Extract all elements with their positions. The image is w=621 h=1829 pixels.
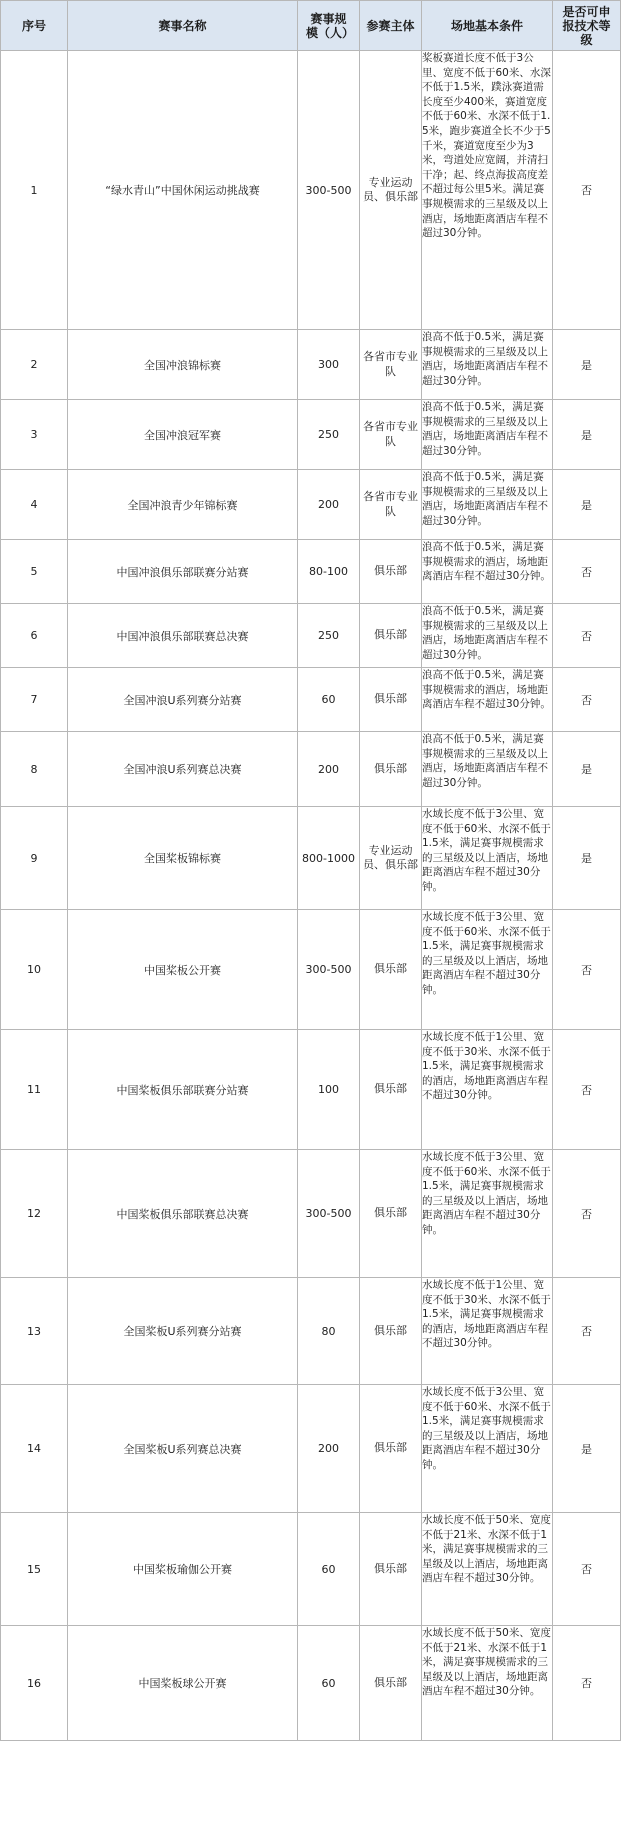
table-row bbox=[1, 732, 621, 807]
event-scale: 60 bbox=[298, 668, 360, 732]
venue-conditions: 水域长度不低于3公里、宽度不低于60米、水深不低于1.5米，满足赛事规模需求的三星级及以上酒店，场地距离酒店车程不超过30分钟。 bbox=[422, 910, 553, 1030]
grade-eligible: 是 bbox=[553, 807, 621, 910]
event-scale: 250 bbox=[298, 400, 360, 470]
venue-conditions: 水域长度不低于3公里、宽度不低于60米、水深不低于1.5米，满足赛事规模需求的三星级及以上酒店，场地距离酒店车程不超过30分钟。 bbox=[422, 1150, 553, 1278]
venue-conditions: 浪高不低于0.5米，满足赛事规模需求的三星级及以上酒店，场地距离酒店车程不超过30分钟。 bbox=[422, 470, 553, 540]
grade-eligible: 否 bbox=[553, 1626, 621, 1741]
participants: 俱乐部 bbox=[360, 910, 422, 1030]
event-scale: 200 bbox=[298, 470, 360, 540]
row-index: 16 bbox=[1, 1626, 68, 1741]
grade-eligible: 否 bbox=[553, 540, 621, 604]
grade-eligible: 是 bbox=[553, 470, 621, 540]
event-scale: 250 bbox=[298, 604, 360, 668]
event-name: 全国冲浪青少年锦标赛 bbox=[68, 470, 298, 540]
table-row bbox=[1, 807, 621, 910]
event-scale: 300 bbox=[298, 330, 360, 400]
table-row bbox=[1, 470, 621, 540]
grade-eligible: 否 bbox=[553, 51, 621, 330]
event-scale: 200 bbox=[298, 732, 360, 807]
row-index: 11 bbox=[1, 1030, 68, 1150]
event-name: 中国桨板公开赛 bbox=[68, 910, 298, 1030]
table-row bbox=[1, 400, 621, 470]
table-row bbox=[1, 1385, 621, 1513]
grade-eligible: 否 bbox=[553, 1030, 621, 1150]
header-venue-conditions: 场地基本条件 bbox=[422, 1, 553, 51]
row-index: 6 bbox=[1, 604, 68, 668]
venue-conditions: 浪高不低于0.5米，满足赛事规模需求的三星级及以上酒店，场地距离酒店车程不超过30分钟。 bbox=[422, 330, 553, 400]
row-index: 8 bbox=[1, 732, 68, 807]
event-scale: 300-500 bbox=[298, 1150, 360, 1278]
venue-conditions: 桨板赛道长度不低于3公里、宽度不低于60米、水深不低于1.5米，蹼泳赛道需长度至少400米，赛道宽度不低于60米、水深不低于1.5米，跑步赛道全长不少于5千米，赛道宽度至少为3米，弯道处应宽阔，并清扫干净；起、终点海拔高度差不超过每公里5米。满足赛事规模需求的三星级及以上酒店，场地距离酒店车程不超过30分钟。 bbox=[422, 51, 553, 330]
event-name: “绿水青山”中国休闲运动挑战赛 bbox=[68, 51, 298, 330]
grade-eligible: 否 bbox=[553, 668, 621, 732]
event-name: 中国桨板俱乐部联赛总决赛 bbox=[68, 1150, 298, 1278]
grade-eligible: 是 bbox=[553, 732, 621, 807]
participants: 俱乐部 bbox=[360, 604, 422, 668]
row-index: 12 bbox=[1, 1150, 68, 1278]
header-event-name: 赛事名称 bbox=[68, 1, 298, 51]
event-scale: 200 bbox=[298, 1385, 360, 1513]
participants: 俱乐部 bbox=[360, 1150, 422, 1278]
participants: 各省市专业队 bbox=[360, 400, 422, 470]
participants: 各省市专业队 bbox=[360, 470, 422, 540]
event-name: 全国桨板锦标赛 bbox=[68, 807, 298, 910]
row-index: 14 bbox=[1, 1385, 68, 1513]
venue-conditions: 浪高不低于0.5米，满足赛事规模需求的酒店，场地距离酒店车程不超过30分钟。 bbox=[422, 668, 553, 732]
event-name: 全国冲浪锦标赛 bbox=[68, 330, 298, 400]
venue-conditions: 浪高不低于0.5米，满足赛事规模需求的酒店，场地距离酒店车程不超过30分钟。 bbox=[422, 540, 553, 604]
grade-eligible: 是 bbox=[553, 1385, 621, 1513]
header-scale: 赛事规模（人） bbox=[298, 1, 360, 51]
event-scale: 60 bbox=[298, 1626, 360, 1741]
venue-conditions: 水域长度不低于3公里、宽度不低于60米、水深不低于1.5米，满足赛事规模需求的三星级及以上酒店，场地距离酒店车程不超过30分钟。 bbox=[422, 807, 553, 910]
event-scale: 800-1000 bbox=[298, 807, 360, 910]
row-index: 10 bbox=[1, 910, 68, 1030]
event-scale: 80-100 bbox=[298, 540, 360, 604]
table-row bbox=[1, 1150, 621, 1278]
row-index: 13 bbox=[1, 1278, 68, 1385]
table-row bbox=[1, 910, 621, 1030]
grade-eligible: 否 bbox=[553, 1513, 621, 1626]
header-index: 序号 bbox=[1, 1, 68, 51]
grade-eligible: 否 bbox=[553, 1278, 621, 1385]
table-row bbox=[1, 540, 621, 604]
table-row bbox=[1, 668, 621, 732]
event-scale: 80 bbox=[298, 1278, 360, 1385]
row-index: 2 bbox=[1, 330, 68, 400]
table-row bbox=[1, 1626, 621, 1741]
row-index: 7 bbox=[1, 668, 68, 732]
event-name: 中国桨板俱乐部联赛分站赛 bbox=[68, 1030, 298, 1150]
table-row bbox=[1, 604, 621, 668]
grade-eligible: 是 bbox=[553, 330, 621, 400]
participants: 俱乐部 bbox=[360, 540, 422, 604]
participants: 各省市专业队 bbox=[360, 330, 422, 400]
event-name: 全国冲浪冠军赛 bbox=[68, 400, 298, 470]
event-scale: 100 bbox=[298, 1030, 360, 1150]
event-scale: 300-500 bbox=[298, 910, 360, 1030]
participants: 俱乐部 bbox=[360, 668, 422, 732]
event-name: 中国冲浪俱乐部联赛总决赛 bbox=[68, 604, 298, 668]
venue-conditions: 水域长度不低于1公里、宽度不低于30米、水深不低于1.5米，满足赛事规模需求的酒店，场地距离酒店车程不超过30分钟。 bbox=[422, 1278, 553, 1385]
venue-conditions: 水域长度不低于1公里、宽度不低于30米、水深不低于1.5米，满足赛事规模需求的酒店，场地距离酒店车程不超过30分钟。 bbox=[422, 1030, 553, 1150]
grade-eligible: 否 bbox=[553, 604, 621, 668]
header-participants: 参赛主体 bbox=[360, 1, 422, 51]
venue-conditions: 浪高不低于0.5米，满足赛事规模需求的三星级及以上酒店，场地距离酒店车程不超过30分钟。 bbox=[422, 400, 553, 470]
participants: 俱乐部 bbox=[360, 1626, 422, 1741]
row-index: 9 bbox=[1, 807, 68, 910]
table-row bbox=[1, 1513, 621, 1626]
venue-conditions: 水域长度不低于50米、宽度不低于21米、水深不低于1米，满足赛事规模需求的三星级及以上酒店，场地距离酒店车程不超过30分钟。 bbox=[422, 1626, 553, 1741]
venue-conditions: 浪高不低于0.5米，满足赛事规模需求的三星级及以上酒店，场地距离酒店车程不超过30分钟。 bbox=[422, 604, 553, 668]
event-scale: 300-500 bbox=[298, 51, 360, 330]
row-index: 1 bbox=[1, 51, 68, 330]
event-name: 全国桨板U系列赛分站赛 bbox=[68, 1278, 298, 1385]
venue-conditions: 水域长度不低于3公里、宽度不低于60米、水深不低于1.5米，满足赛事规模需求的三星级及以上酒店，场地距离酒店车程不超过30分钟。 bbox=[422, 1385, 553, 1513]
row-index: 5 bbox=[1, 540, 68, 604]
header-grade-eligible: 是否可申报技术等级 bbox=[553, 1, 621, 51]
event-name: 全国冲浪U系列赛分站赛 bbox=[68, 668, 298, 732]
participants: 俱乐部 bbox=[360, 732, 422, 807]
participants: 专业运动员、俱乐部 bbox=[360, 807, 422, 910]
event-name: 全国冲浪U系列赛总决赛 bbox=[68, 732, 298, 807]
participants: 俱乐部 bbox=[360, 1030, 422, 1150]
venue-conditions: 水域长度不低于50米、宽度不低于21米、水深不低于1米，满足赛事规模需求的三星级及以上酒店，场地距离酒店车程不超过30分钟。 bbox=[422, 1513, 553, 1626]
row-index: 15 bbox=[1, 1513, 68, 1626]
participants: 俱乐部 bbox=[360, 1513, 422, 1626]
event-scale: 60 bbox=[298, 1513, 360, 1626]
grade-eligible: 是 bbox=[553, 400, 621, 470]
table-row bbox=[1, 51, 621, 330]
table-row bbox=[1, 1030, 621, 1150]
participants: 专业运动员、俱乐部 bbox=[360, 51, 422, 330]
participants: 俱乐部 bbox=[360, 1385, 422, 1513]
event-name: 全国桨板U系列赛总决赛 bbox=[68, 1385, 298, 1513]
event-name: 中国冲浪俱乐部联赛分站赛 bbox=[68, 540, 298, 604]
participants: 俱乐部 bbox=[360, 1278, 422, 1385]
grade-eligible: 否 bbox=[553, 910, 621, 1030]
event-name: 中国桨板球公开赛 bbox=[68, 1626, 298, 1741]
venue-conditions: 浪高不低于0.5米，满足赛事规模需求的三星级及以上酒店，场地距离酒店车程不超过30分钟。 bbox=[422, 732, 553, 807]
row-index: 3 bbox=[1, 400, 68, 470]
grade-eligible: 否 bbox=[553, 1150, 621, 1278]
header-row bbox=[1, 1, 621, 51]
table-row bbox=[1, 330, 621, 400]
table-row bbox=[1, 1278, 621, 1385]
row-index: 4 bbox=[1, 470, 68, 540]
event-name: 中国桨板瑜伽公开赛 bbox=[68, 1513, 298, 1626]
